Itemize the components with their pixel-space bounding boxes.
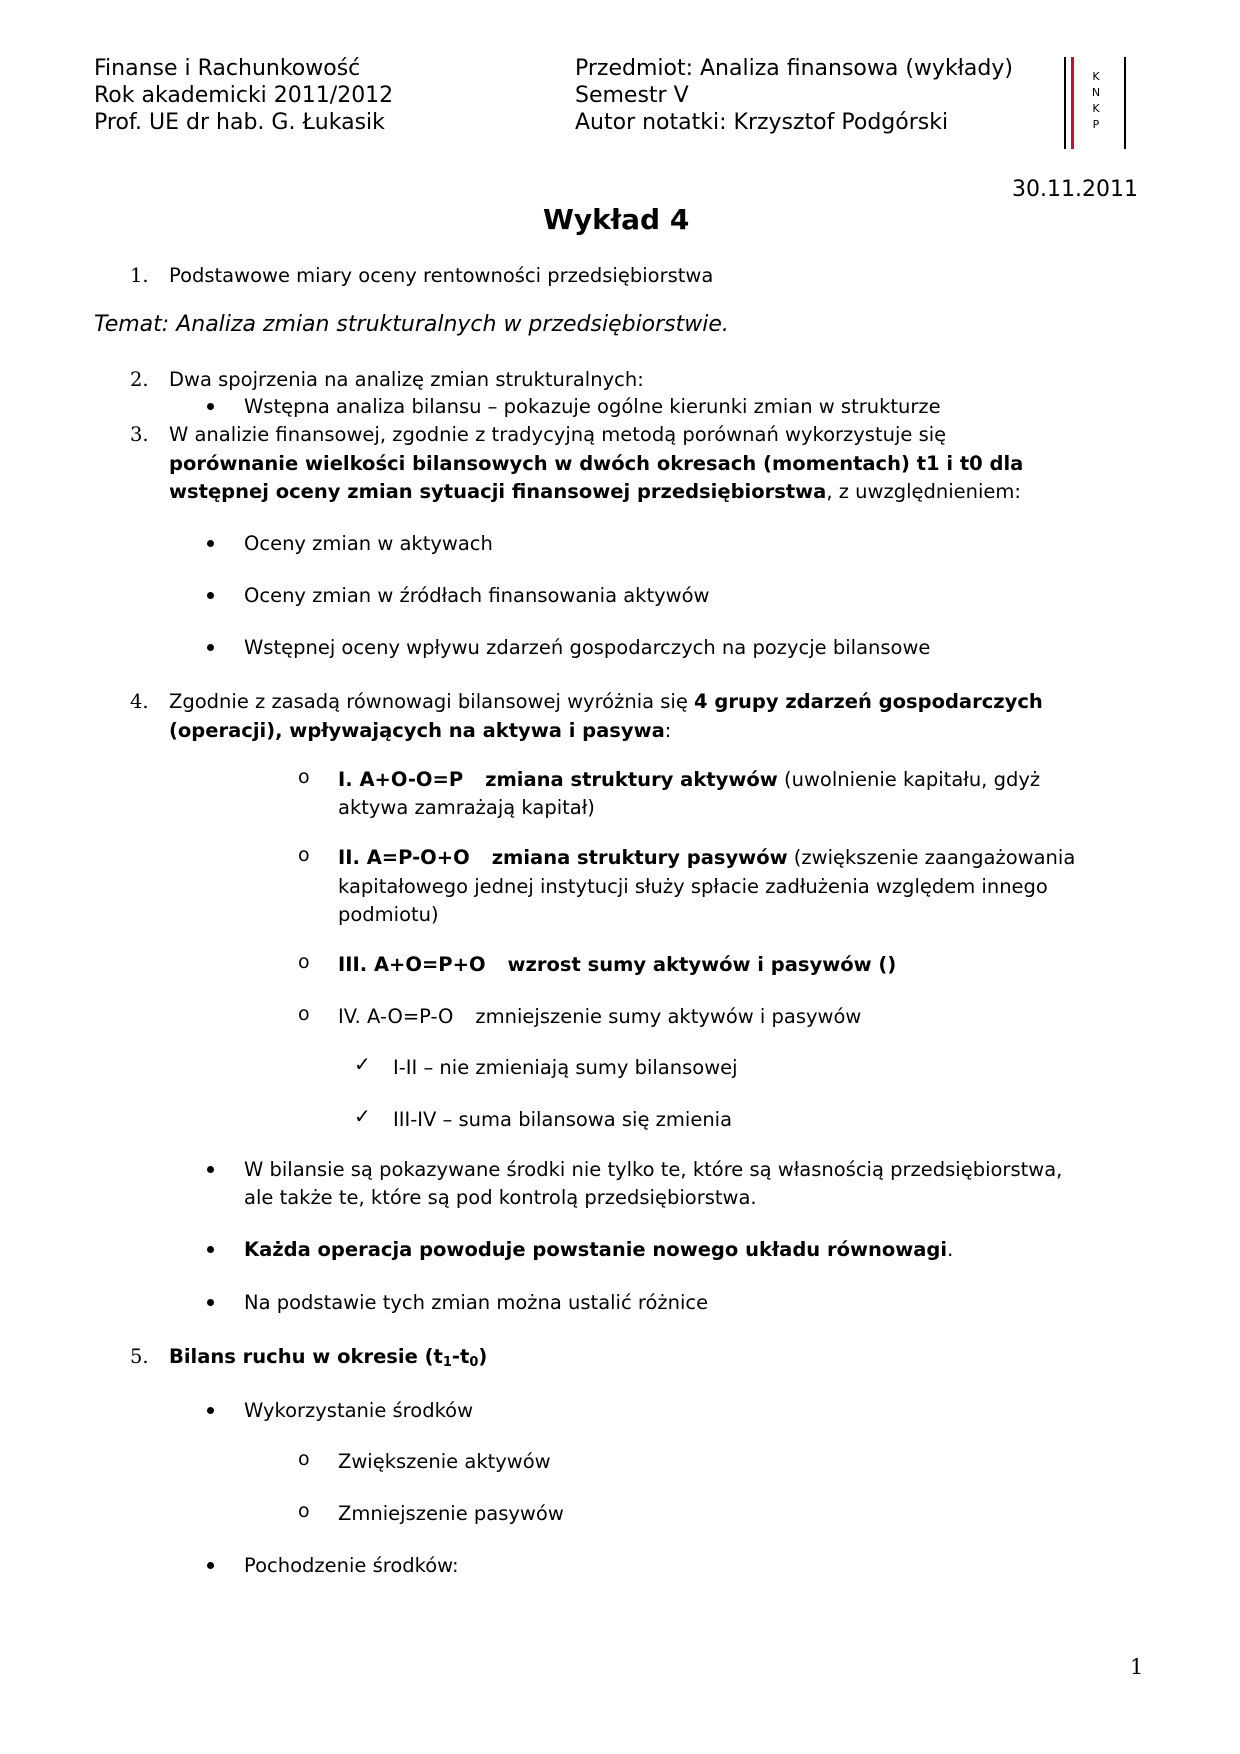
item4-line1-bold: 4 grupy zdarzeń gospodarczych [694,690,1043,713]
item5-dash: -t [451,1345,470,1368]
item-number: 2. [130,368,149,391]
topic-line: Temat: Analiza zmian strukturalnych w przedsiębiorstwie. [94,312,729,337]
item2-text: Dwa spojrzenia na analizę zmian strukturalnych: [169,368,644,391]
bullet-icon [207,1562,214,1569]
group-3-bold: wzrost sumy aktywów i pasywów () [507,953,897,976]
document-date: 30.11.2011 [1012,177,1138,202]
bullet-icon [207,592,214,599]
checkmark-icon: ✓ [354,1052,371,1076]
item4-bullet2 [244,1235,953,1264]
group-4-formula: IV. A-O=P-O [338,1005,454,1028]
item5-sub-item: Zmniejszenie pasywów [338,1502,564,1525]
logo-letter: K [1092,70,1100,83]
circle-bullet-icon: o [298,1500,310,1522]
item4-line2-rest: : [664,719,672,742]
item5-sub0: 0 [469,1355,479,1370]
item4-line2 [169,716,671,745]
item3-line3-bold: wstępnej oceny zmian sytuacji finansowej przedsiębiorstwa [169,480,827,503]
item-number: 3. [130,423,149,446]
group-2-formula: II. A=P-O+O [338,846,470,869]
item4-bullet1-line2: ale także te, które są pod kontrolą przedsiębiorstwa. [244,1186,757,1209]
bullet-icon [207,1407,214,1414]
group-2-rest: (zwiększenie zaangażowania [787,846,1076,869]
group-2-line3: podmiotu) [338,903,439,926]
item3-line3 [169,477,1021,506]
group-4-line1 [338,1002,861,1031]
item5-sub-item: Zwiększenie aktywów [338,1450,551,1473]
header-subject: Przedmiot: Analiza finansowa (wykłady) [575,56,1013,81]
header-author: Autor notatki: Krzysztof Podgórski [575,110,949,135]
header-lecturer: Prof. UE dr hab. G. Łukasik [94,110,385,135]
circle-bullet-icon: o [298,951,310,973]
page-title: Wykład 4 [543,203,690,236]
header-left [94,55,393,136]
item4-line2-bold: (operacji), wpływających na aktywa i pasywa [169,719,665,742]
logo-letter: N [1091,86,1101,99]
item3-line1: W analizie finansowej, zgodnie z tradycyjną metodą porównań wykorzystuje się [169,423,947,446]
item5-title [169,1342,487,1377]
item-number: 5. [130,1345,149,1368]
checkmark-icon: ✓ [354,1104,371,1128]
knkp-logo [1064,57,1128,149]
item3-bullet: Oceny zmian w źródłach finansowania aktywów [244,584,710,607]
item5-bullet1: Wykorzystanie środków [244,1399,474,1422]
check-item: III-IV – suma bilansowa się zmienia [393,1108,733,1131]
item4-bullet1-line1: W bilansie są pokazywane środki nie tylko te, które są własnością przedsiębiorstwa, [244,1158,1063,1181]
item-number: 1. [130,264,149,287]
group-4-text: zmniejszenie sumy aktywów i pasywów [475,1005,862,1028]
header-academic-year: Rok akademicki 2011/2012 [94,83,394,108]
item1-text: Podstawowe miary oceny rentowności przedsiębiorstwa [169,264,714,287]
logo-letter: K [1092,102,1100,115]
circle-bullet-icon: o [298,1448,310,1470]
bullet-icon [207,540,214,547]
bullet-icon [207,644,214,651]
item4-bullet2-rest: . [947,1238,954,1261]
item3-bullet: Oceny zmian w aktywach [244,532,493,555]
group-3-formula: III. A+O=P+O [338,953,486,976]
header-semester: Semestr V [575,83,689,108]
item-number: 4. [130,690,149,713]
header-faculty: Finanse i Rachunkowość [94,56,361,81]
item2-bullet: Wstępna analiza bilansu – pokazuje ogólne kierunki zmian w strukturze [244,395,941,418]
logo-letter: P [1092,118,1100,131]
bullet-icon [207,1299,214,1306]
circle-bullet-icon: o [298,844,310,866]
page-number: 1 [1130,1655,1144,1679]
item5-close: ) [478,1345,488,1368]
group-1-formula: I. A+O-O=P [338,768,464,791]
item5-bullet2: Pochodzenie środków: [244,1554,459,1577]
group-1-line1 [338,765,1040,794]
item5-sub1: 1 [442,1355,452,1370]
group-3-line1 [338,950,896,979]
item3-line3-rest: , z uwzględnieniem: [826,480,1021,503]
group-2-line2: kapitałowego jednej instytucji służy spłacie zadłużenia względem innego [338,875,1048,898]
item4-line1 [169,687,1043,716]
bullet-icon [207,1166,214,1173]
item4-line1-plain: Zgodnie z zasadą równowagi bilansowej wyróżnia się [169,690,695,713]
item4-bullet2-bold: Każda operacja powoduje powstanie nowego układu równowagi [244,1238,948,1261]
group-1-line2: aktywa zamrażają kapitał) [338,796,595,819]
group-1-rest: (uwolnienie kapitału, gdyż [777,768,1041,791]
bullet-icon [207,1246,214,1253]
header-right [575,55,1013,136]
item4-bullet3: Na podstawie tych zmian można ustalić różnice [244,1291,709,1314]
check-item: I-II – nie zmieniają sumy bilansowej [393,1056,738,1079]
circle-bullet-icon: o [298,766,310,788]
item3-line2: porównanie wielkości bilansowych w dwóch okresach (momentach) t1 i t0 dla [169,452,1024,475]
group-1-bold: zmiana struktury aktywów [485,768,778,791]
group-2-bold: zmiana struktury pasywów [491,846,788,869]
bullet-icon [207,403,214,410]
item5-title-text: Bilans ruchu w okresie (t [169,1345,443,1368]
item3-bullet: Wstępnej oceny wpływu zdarzeń gospodarczych na pozycje bilansowe [244,636,931,659]
circle-bullet-icon: o [298,1003,310,1025]
group-2-line1 [338,843,1075,872]
